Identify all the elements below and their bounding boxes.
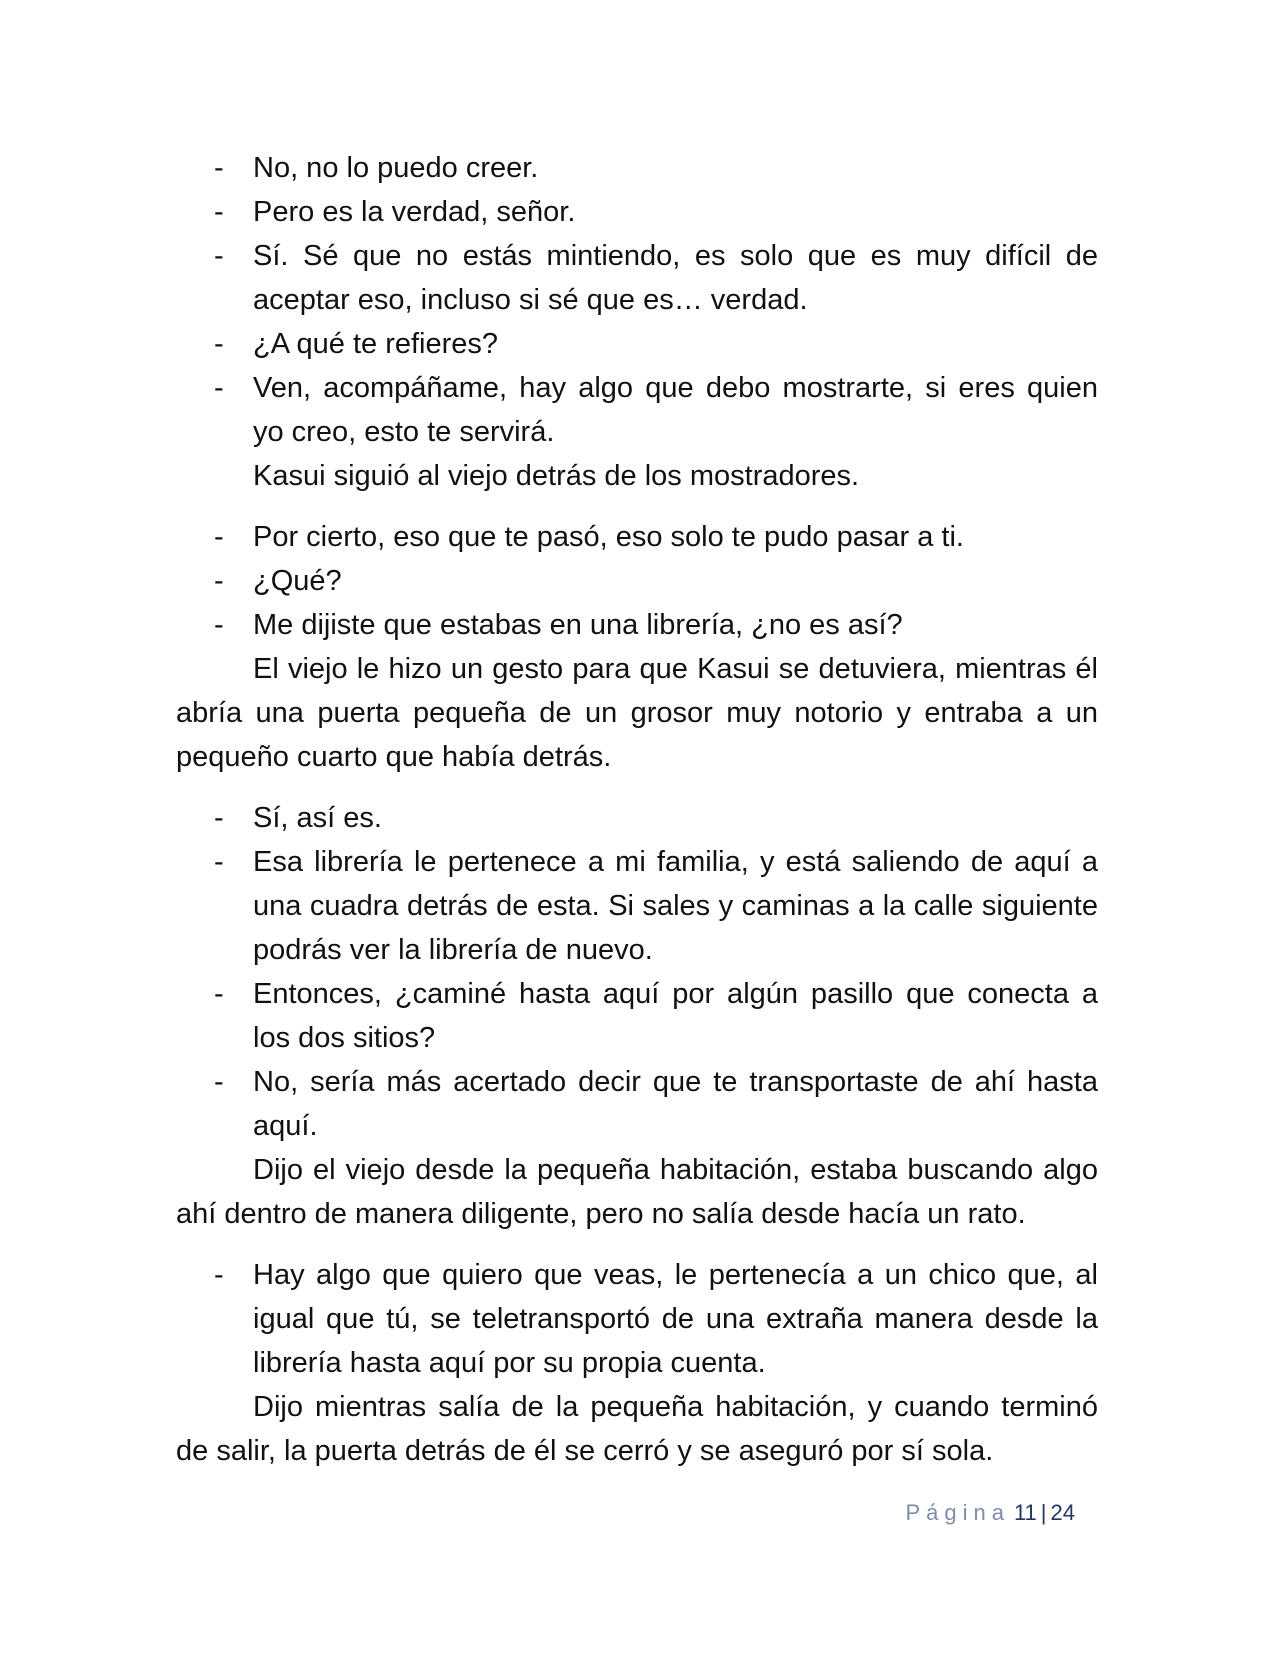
dialogue-line: - Pero es la verdad, señor.: [176, 190, 1098, 234]
dialogue-dash: -: [214, 1259, 224, 1291]
dialogue-line: - Ven, acompáñame, hay algo que debo mostrarte, si eres quien yo creo, esto te servirá.: [176, 366, 1098, 454]
dialogue-line: - Por cierto, eso que te pasó, eso solo te pudo pasar a ti.: [176, 515, 1098, 559]
dialogue-line: - Me dijiste que estabas en una librería, ¿no es así?: [176, 603, 1098, 647]
dialogue-line: - No, no lo puedo creer.: [176, 146, 1098, 190]
dialogue-dash: -: [214, 609, 224, 641]
dialogue-dash: -: [214, 565, 224, 597]
dialogue-dash: -: [214, 372, 224, 404]
dialogue-line: - Esa librería le pertenece a mi familia, y está saliendo de aquí a una cuadra detrás de esta. Si sales y caminas a la calle siguiente podrás ver la librería de nuevo.: [176, 840, 1098, 972]
dialogue-dash: -: [214, 328, 224, 360]
dialogue-line: - Hay algo que quiero que veas, le pertenecía a un chico que, al igual que tú, se teletransportó de una extraña manera desde la librería hasta aquí por su propia cuenta.: [176, 1253, 1098, 1385]
page-separator: |: [1040, 1500, 1047, 1525]
page-number: 11: [1013, 1500, 1037, 1525]
dialogue-line: - ¿Qué?: [176, 559, 1098, 603]
page-footer: [905, 1498, 1075, 1528]
dialogue-dash: -: [214, 1066, 224, 1098]
dialogue-dash: -: [214, 152, 224, 184]
total-pages: 24: [1050, 1500, 1075, 1525]
dialogue-line: - Sí. Sé que no estás mintiendo, es solo que es muy difícil de aceptar eso, incluso si sé que es… verdad.: [176, 234, 1098, 322]
page-label: Página: [905, 1500, 1010, 1525]
dialogue-line: - Entonces, ¿caminé hasta aquí por algún pasillo que conecta a los dos sitios?: [176, 972, 1098, 1060]
dialogue-dash: -: [214, 802, 224, 834]
document-body: [176, 146, 1098, 1473]
dialogue-line: - Sí, así es.: [176, 796, 1098, 840]
inline-narration: Kasui siguió al viejo detrás de los mostradores.: [253, 460, 860, 492]
dialogue-line: - ¿A qué te refieres?: [176, 322, 1098, 366]
narration-paragraph: Dijo el viejo desde la pequeña habitación, estaba buscando algo ahí dentro de manera diligente, pero no salía desde hacía un rato.: [176, 1154, 1098, 1230]
dialogue-dash: -: [214, 521, 224, 553]
narration-paragraph: Dijo mientras salía de la pequeña habitación, y cuando terminó de salir, la puerta detrás de él se cerró y se aseguró por sí sola.: [176, 1391, 1098, 1467]
dialogue-line: - No, sería más acertado decir que te transportaste de ahí hasta aquí.: [176, 1060, 1098, 1148]
dialogue-dash: -: [214, 240, 224, 272]
narration-paragraph: El viejo le hizo un gesto para que Kasui se detuviera, mientras él abría una puerta pequeña de un grosor muy notorio y entraba a un pequeño cuarto que había detrás.: [176, 653, 1098, 773]
dialogue-dash: -: [214, 978, 224, 1010]
dialogue-dash: -: [214, 846, 224, 878]
dialogue-dash: -: [214, 196, 224, 228]
